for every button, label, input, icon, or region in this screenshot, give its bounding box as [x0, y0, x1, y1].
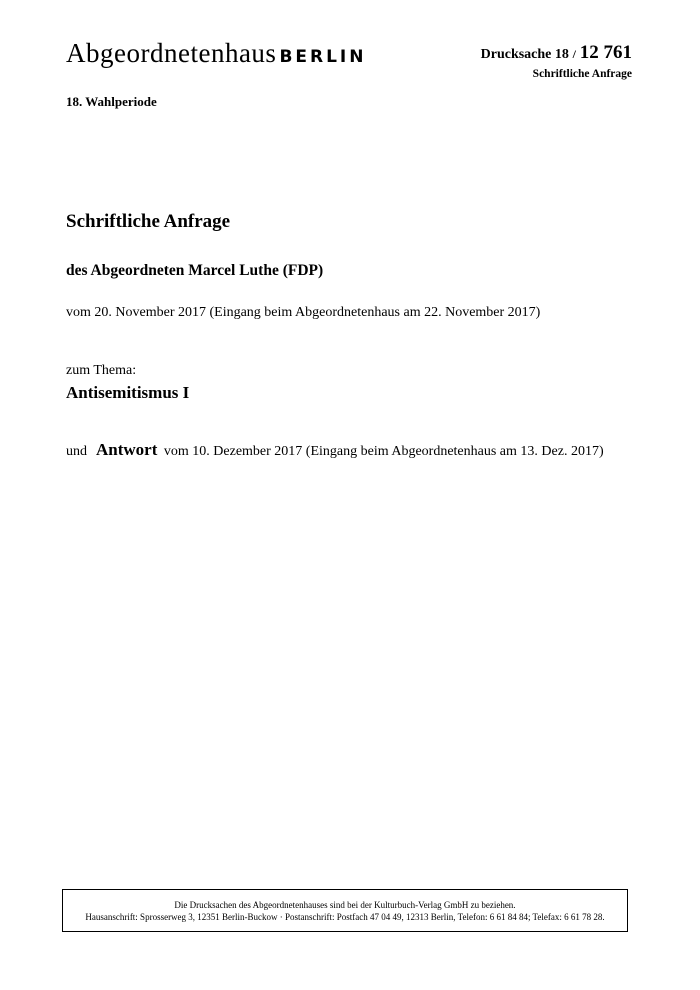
document-number [481, 42, 632, 64]
document-number-prefix: Drucksache 18 [480, 47, 569, 62]
document-type: Schriftliche Anfrage [532, 68, 632, 80]
document-number-slash: / [572, 47, 576, 61]
legislative-period: 18. Wahlperiode [66, 94, 157, 109]
logo-name: Abgeordnetenhaus [66, 38, 277, 68]
inquiry-title: Schriftliche Anfrage [66, 211, 231, 232]
document-reference [481, 42, 632, 80]
parliament-logo [66, 38, 366, 69]
topic-title: Antisemitismus I [66, 383, 190, 402]
inquiry-author: des Abgeordneten Marcel Luthe (FDP) [66, 262, 324, 279]
topic-label: zum Thema: [66, 363, 137, 378]
answer-and: und [66, 444, 87, 459]
answer-label: Antwort [96, 440, 158, 459]
document-number-main: 12 761 [579, 42, 632, 63]
publisher-footer [62, 889, 628, 932]
answer-date: vom 10. Dezember 2017 (Eingang beim Abgeordnetenhaus am 13. Dez. 2017) [163, 444, 604, 459]
footer-line-address: Hausanschrift: Sprosserweg 3, 12351 Berlin-Buckow · Postanschrift: Postfach 47 04 49, 12313 Berlin, Telefon: 6 61 84 84; Telefax: 6 61 78 28. [85, 912, 605, 922]
answer-line [66, 440, 604, 460]
footer-line-publisher: Die Drucksachen des Abgeordnetenhauses sind bei der Kulturbuch-Verlag GmbH zu beziehen. [174, 900, 516, 910]
inquiry-date: vom 20. November 2017 (Eingang beim Abgeordnetenhaus am 22. November 2017) [66, 305, 541, 320]
logo-city: BERLIN [279, 47, 367, 67]
